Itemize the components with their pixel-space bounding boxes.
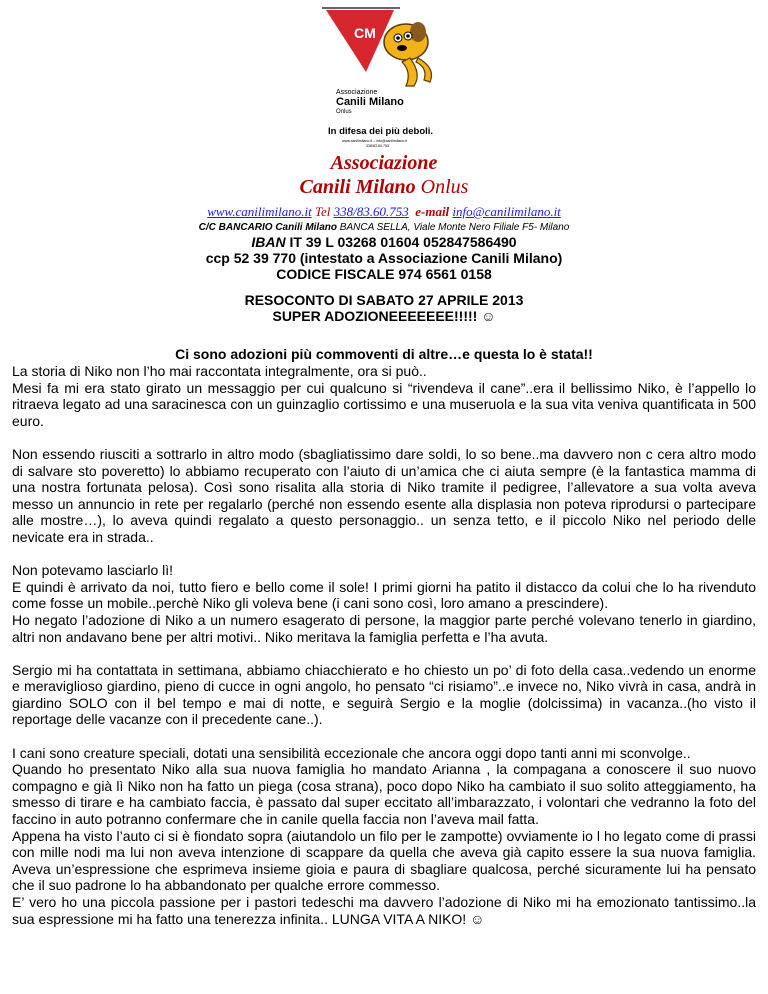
paragraph: E’ vero ho una piccola passione per i pastori tedeschi ma davvero l’adozione di Niko mi ha emozionato tantissimo..la sua espressione mi ha fatto una tenerezza infinita.. LUNGA VITA A NIKO! ☺ [12,894,756,927]
svg-text:338/83.60.753: 338/83.60.753 [366,144,389,148]
article-heading: Ci sono adozioni più commoventi di altre…e questa lo è stata!! [175,346,593,362]
ccp-line: ccp 52 39 770 (intestato a Associazione Canili Milano) [205,250,563,266]
paragraph: I cani sono creature speciali, dotati una sensibilità eccezionale che ancora oggi dopo tanti anni mi sconvolge.. [12,744,691,761]
svg-text:Associazione: Associazione [336,89,378,96]
logo-graphic [314,2,454,150]
paragraph: Non essendo riusciti a sottrarlo in altro modo (sbagliatissimo dare soldi, lo so bene..ma davvero non c cera altro modo di salvare sto poveretto) lo abbiamo recuperato con l’aiuto di un’amica che ci aiuta sempre (è la fantastica mamma di una nostra fortunata pelosa). Così sono risalita alla storia di Niko tramite il pedigree, l’allevatore a sua volta aveva messo un annuncio in rete per regalarlo (perché non essendo esente alla displasia non poteva riprodursi o partecipare alle mostre…), lo aveva quindi regalato a questo personaggio.. un senza tetto, e il piccolo Niko nel periodo delle nevicate era in strada.. [12,445,756,545]
svg-text:www.canilimilano.it – info@can: www.canilimilano.it – info@canilimilano.it [342,139,408,143]
website-link[interactable]: www.canilimilano.it [207,204,312,219]
paragraph: Quando ho presentato Niko alla sua nuova famiglia ho mandato Arianna , la compagana a conoscere il suo nuovo compagno e già lì Niko non ha fatto un piega (cosa strana), poco dopo Niko ha cambiato il suo solito atteggiamento, ha smesso di tirare e ha cambiato faccia, è passato dal super eccitato all’imbarazzato, i volontari che vedranno la foto del faccino in auto potranno confermare che in canile quella faccia non l’aveva mail fatta. [12,761,756,828]
bank-line: C/C BANCARIO Canili Milano BANCA SELLA, Viale Monte Nero Filiale F5- Milano [198,222,570,233]
paragraph: Mesi fa mi era stato girato un messaggio per cui qualcuno si “rivendeva il cane”..era il bellissimo Niko, è l’appello lo ritraeva legato ad una saracinesca con un guinzaglio cortissimo e una museruola e la sua vita veniva quantificata in 500 euro. [12,379,756,429]
report-title: RESOCONTO DI SABATO 27 APRILE 2013 [244,292,524,308]
codice-fiscale-line: CODICE FISCALE 974 6561 0158 [276,266,492,282]
article-body [12,363,756,927]
association-title: Associazione [330,152,438,174]
svg-text:Canili Milano: Canili Milano [336,96,404,108]
association-logo [314,2,454,150]
paragraph: E quindi è arrivato da noi, tutto fiero e bello come il sole! I primi giorni ha patito il distacco da colui che lo ha rivenduto come fosse un mobile..perchè Niko gli voleva bene (i cani sono così, loro amano a prescindere). [12,578,756,612]
contact-line [0,204,768,220]
tel-number: 338/83.60.753 [333,204,409,219]
paragraph: Ho negato l’adozione di Niko a un numero esagerato di persone, la maggior parte perché volevano tenerlo in giardino, altri non andavano bene per altri motivi.. Niko meritava la famiglia perfetta e l’ha avuta. [12,611,756,645]
paragraph: La storia di Niko non l’ho mai raccontata integralmente, ora si può.. [12,363,427,379]
paragraph: Appena ha visto l’auto ci si è fiondato sopra (aiutandolo un filo per le zampotte) ovviamente io l ho legato come di prassi con mille nodi ma lui non aveva intenzione di scappare da quella che aveva già capito essere la sua nuova famiglia. Aveva un’espressione che esprimeva insieme gioia e paura di sbagliare qualcosa, perché sicuramente lui ha pensato che il suo padrone lo ha abbandonato per qualche errore commesso. [12,827,756,894]
paragraph: Sergio mi ha contattata in settimana, abbiamo chiacchierato e ho chiesto un po’ di foto della casa..vedendo un enorme e meraviglioso giardino, pieno di cucce in ogni angolo, ho pensato “ci risiamo”..e invece no, Niko vivrà in casa, andrà in giardino SOLO con il bel tempo e mai di notte, e seguirà Sergio e la moglie (dolcissima) in vacanza..(ho visto il reportage delle vacanze con il precedente cane..). [12,661,756,728]
email-label: e-mail [415,204,450,219]
paragraph: Non potevamo lasciarlo lì! [12,562,174,579]
logo-badge: CM [354,25,376,41]
tel-label: Tel [314,204,331,219]
email-link[interactable]: info@canilimilano.it [452,204,561,219]
svg-text:Onlus: Onlus [336,109,352,115]
iban-line: IBAN IT 39 L 03268 01604 052847586490 [251,234,517,250]
report-subtitle: SUPER ADOZIONEEEEEEE!!!!! ☺ [272,308,496,324]
association-name: Canili Milano Onlus [299,176,469,198]
svg-text:In difesa dei più deboli.: In difesa dei più deboli. [328,126,434,137]
